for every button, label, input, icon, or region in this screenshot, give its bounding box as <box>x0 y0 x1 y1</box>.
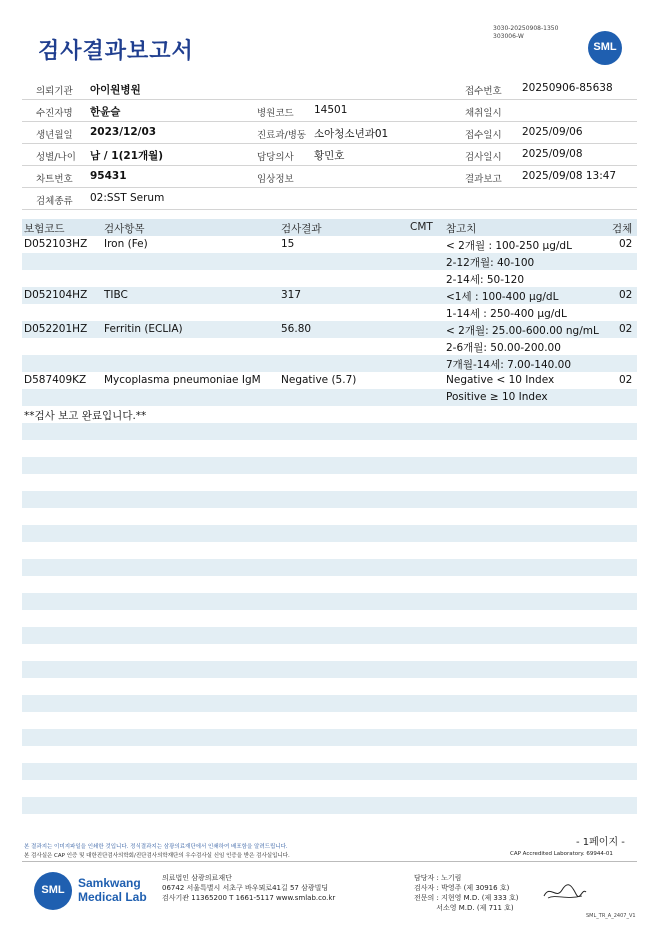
cell-code: D052103HZ <box>24 238 88 250</box>
cell-ref: 1-14세 : 250-400 µg/dL <box>446 308 567 320</box>
signature-icon <box>542 880 588 904</box>
hospital-name: 아이원병원 <box>90 84 141 96</box>
cell-code: D052104HZ <box>24 289 88 301</box>
info-row: 검체종류 02:SST Serum <box>22 188 637 210</box>
table-row <box>22 287 637 304</box>
address: 의료법인 삼광의료재단 06742 서울특별시 서초구 바우뫼로41길 57 삼광빌딩 검사기관 11365200 T 1661-5117 www.smlab.co.kr <box>162 874 336 902</box>
info-row: 생년월일 2023/12/03 진료과/병동 소아청소년과01 접수일시 2025/09/06 <box>22 122 637 144</box>
table-header: 보험코드 검사항목 검사결과 CMT 참고치 검체 <box>22 219 637 236</box>
empty-row <box>22 729 637 746</box>
sex-age: 남 / 1(21개월) <box>90 150 164 162</box>
table-row <box>22 389 637 406</box>
document-number: 3030-20250908-1350 303006-W <box>493 25 559 40</box>
cell-result: 15 <box>281 238 295 250</box>
cell-ref: <1세 : 100-400 µg/dL <box>446 291 559 303</box>
cell-ref: Positive ≥ 10 Index <box>446 391 548 403</box>
patient-name: 한윤슬 <box>90 106 121 118</box>
cell-ref: Negative < 10 Index <box>446 374 555 386</box>
staff-list: 담당자 : 노기림 검사자 : 박영주 (제 30916 호) 전문의 : 지현영 M.D. (제 333 호) 서소영 M.D. (제 711 호) <box>414 874 519 912</box>
empty-row <box>22 525 637 542</box>
table-row <box>22 338 637 355</box>
cell-specimen: 02 <box>619 323 633 335</box>
cap-accreditation: CAP Accredited Laboratory. 69944-01 <box>510 851 613 857</box>
report-complete-text: **검사 보고 완료입니다.** <box>24 410 147 422</box>
empty-row <box>22 763 637 780</box>
birth-date: 2023/12/03 <box>90 126 157 138</box>
footer-note: 본 검사실은 CAP 인증 및 대한진단검사의학회/진단검사의학재단의 우수검사실 신임 인증을 받은 검사실입니다. <box>24 853 290 859</box>
cell-item: Ferritin (ECLIA) <box>104 323 183 335</box>
cell-code: D052201HZ <box>24 323 88 335</box>
report-date: 2025/09/08 13:47 <box>522 170 617 182</box>
footer-note: 본 결과지는 이미지파일을 인쇄한 것입니다. 정식결과지는 삼광의료재단에서 인쇄하여 배포함을 알려드립니다. <box>24 844 288 850</box>
specimen-type: 02:SST Serum <box>90 192 165 204</box>
cell-result: Negative (5.7) <box>281 374 357 386</box>
cell-item: Iron (Fe) <box>104 238 148 250</box>
cell-item: Mycoplasma pneumoniae IgM <box>104 374 261 386</box>
page-number: - 1페이지 - <box>576 837 625 848</box>
cell-ref: < 2개월: 25.00-600.00 ng/mL <box>446 325 599 337</box>
cell-result: 56.80 <box>281 323 312 335</box>
cell-item: TIBC <box>104 289 128 301</box>
info-row: 차트번호 95431 임상정보 결과보고 2025/09/08 13:47 <box>22 166 637 188</box>
hospital-code: 14501 <box>314 104 348 116</box>
empty-row <box>22 627 637 644</box>
cell-specimen: 02 <box>619 238 633 250</box>
info-row: 수진자명 한윤슬 병원코드 14501 채취일시 <box>22 100 637 122</box>
table-row <box>22 253 637 270</box>
brand-name: Samkwang Medical Lab <box>78 876 147 904</box>
empty-row <box>22 797 637 814</box>
table-row <box>22 304 637 321</box>
chart-number: 95431 <box>90 170 127 182</box>
cell-ref: 2-12개월: 40-100 <box>446 257 535 269</box>
cell-ref: 2-6개월: 50.00-200.00 <box>446 342 561 354</box>
form-number: SML_TR_A_2407_V1 <box>586 913 636 919</box>
doctor-name: 황민호 <box>314 150 345 162</box>
receipt-number: 20250906-85638 <box>522 82 613 94</box>
empty-row <box>22 491 637 508</box>
empty-row <box>22 661 637 678</box>
results-table <box>22 219 637 406</box>
receipt-date: 2025/09/06 <box>522 126 583 138</box>
cell-specimen: 02 <box>619 289 633 301</box>
cell-ref: 7개월-14세: 7.00-140.00 <box>446 359 572 371</box>
page-title: 검사결과보고서 <box>38 39 194 64</box>
sml-logo-icon: SML <box>588 31 622 65</box>
table-row <box>22 321 637 338</box>
empty-row <box>22 457 637 474</box>
empty-row <box>22 559 637 576</box>
table-row <box>22 236 637 253</box>
cell-ref: < 2개월 : 100-250 µg/dL <box>446 240 572 252</box>
sml-logo-icon: SML <box>34 872 72 910</box>
empty-row <box>22 593 637 610</box>
empty-row <box>22 695 637 712</box>
table-row <box>22 372 637 389</box>
empty-row <box>22 423 637 440</box>
info-row: 의뢰기관 아이원병원 접수번호 20250906-85638 <box>22 78 637 100</box>
test-date: 2025/09/08 <box>522 148 583 160</box>
cell-specimen: 02 <box>619 374 633 386</box>
table-row <box>22 355 637 372</box>
table-row <box>22 270 637 287</box>
patient-info <box>22 78 637 210</box>
info-row: 성별/나이 남 / 1(21개월) 담당의사 황민호 검사일시 2025/09/08 <box>22 144 637 166</box>
department: 소아청소년과01 <box>314 128 389 140</box>
divider <box>22 861 637 862</box>
cell-result: 317 <box>281 289 302 301</box>
cell-code: D587409KZ <box>24 374 87 386</box>
cell-ref: 2-14세: 50-120 <box>446 274 525 286</box>
